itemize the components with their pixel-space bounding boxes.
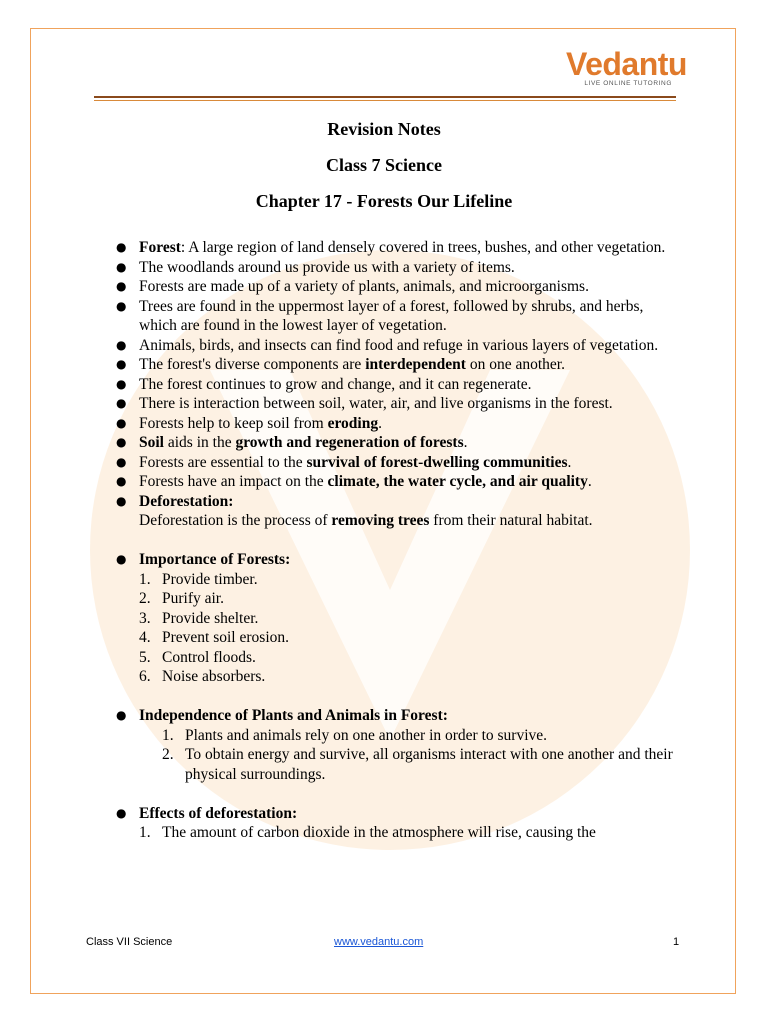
independence-section [116,706,676,784]
independence-heading: Independence of Plants and Animals in Forest: [139,707,448,724]
doc-subtitle-chapter: Chapter 17 - Forests Our Lifeline [255,191,513,211]
list-item: ● The forest's diverse components are interdependent on one another. [116,355,676,375]
list-item: ● There is interaction between soil, water, air, and live organisms in the forest. [116,394,676,414]
logo-tagline: LIVE ONLINE TUTORING [584,80,672,87]
footer-class-label: Class VII Science [86,936,173,948]
list-item: 1. Plants and animals rely on one another in order to survive. [162,726,548,744]
list-item: 2. Purify air. [139,590,224,607]
list-item: ● Forests have an impact on the climate, the water cycle, and air quality. [116,472,676,492]
list-item: 5. Control floods. [139,648,256,666]
vedantu-logo [566,46,687,88]
effects-section [116,804,676,843]
header-divider-thin [94,100,676,101]
list-item: ● The woodlands around us provide us with a variety of items. [116,258,676,278]
importance-heading: Importance of Forests: [139,551,291,568]
doc-subtitle-class: Class 7 Science [326,155,442,175]
deforestation-heading: Deforestation: [139,492,234,510]
list-item: ● Forests are made up of a variety of plants, animals, and microorganisms. [116,277,676,297]
importance-section [116,550,676,687]
header-divider [94,96,676,98]
footer-page-number: 1 [673,936,680,948]
list-item: 4. Prevent soil erosion. [139,629,289,646]
logo-name: Vedantu [566,46,687,82]
list-item: ● Forests are essential to the survival of forest-dwelling communities. [116,453,676,473]
deforestation-item: ● Deforestation: Deforestation is the process of removing trees from their natural habitat. [116,492,676,531]
independence-list [139,726,676,785]
list-item: ● Trees are found in the uppermost layer of a forest, followed by shrubs, and herbs, which are found in the lowest layer of vegetation. [116,297,676,336]
list-item: ● Soil aids in the growth and regeneration of forests. [116,433,676,453]
list-item: ● Forest: A large region of land densely covered in trees, bushes, and other vegetation. [116,238,676,258]
list-item: ● Forests help to keep soil from eroding. [116,414,676,434]
list-item: 6. Noise absorbers. [139,668,266,685]
list-item: 1. Provide timber. [139,570,258,588]
effects-list [139,823,676,843]
effects-heading: Effects of deforestation: [139,804,298,822]
list-item: ● The forest continues to grow and change, and it can regenerate. [116,375,676,395]
footer-website-link[interactable]: www.vedantu.com [334,936,424,948]
doc-title: Revision Notes [327,119,441,139]
list-item: 2. To obtain energy and survive, all organisms interact with one another and their physical surroundings. [162,746,673,783]
list-item: 1. The amount of carbon dioxide in the atmosphere will rise, causing the [139,824,596,841]
notes-content [116,238,676,843]
notes-bullet-list [116,238,676,843]
list-item: 3. Provide shelter. [139,609,259,627]
importance-list [139,570,676,687]
list-item: ● Animals, birds, and insects can find food and refuge in various layers of vegetation. [116,336,676,356]
